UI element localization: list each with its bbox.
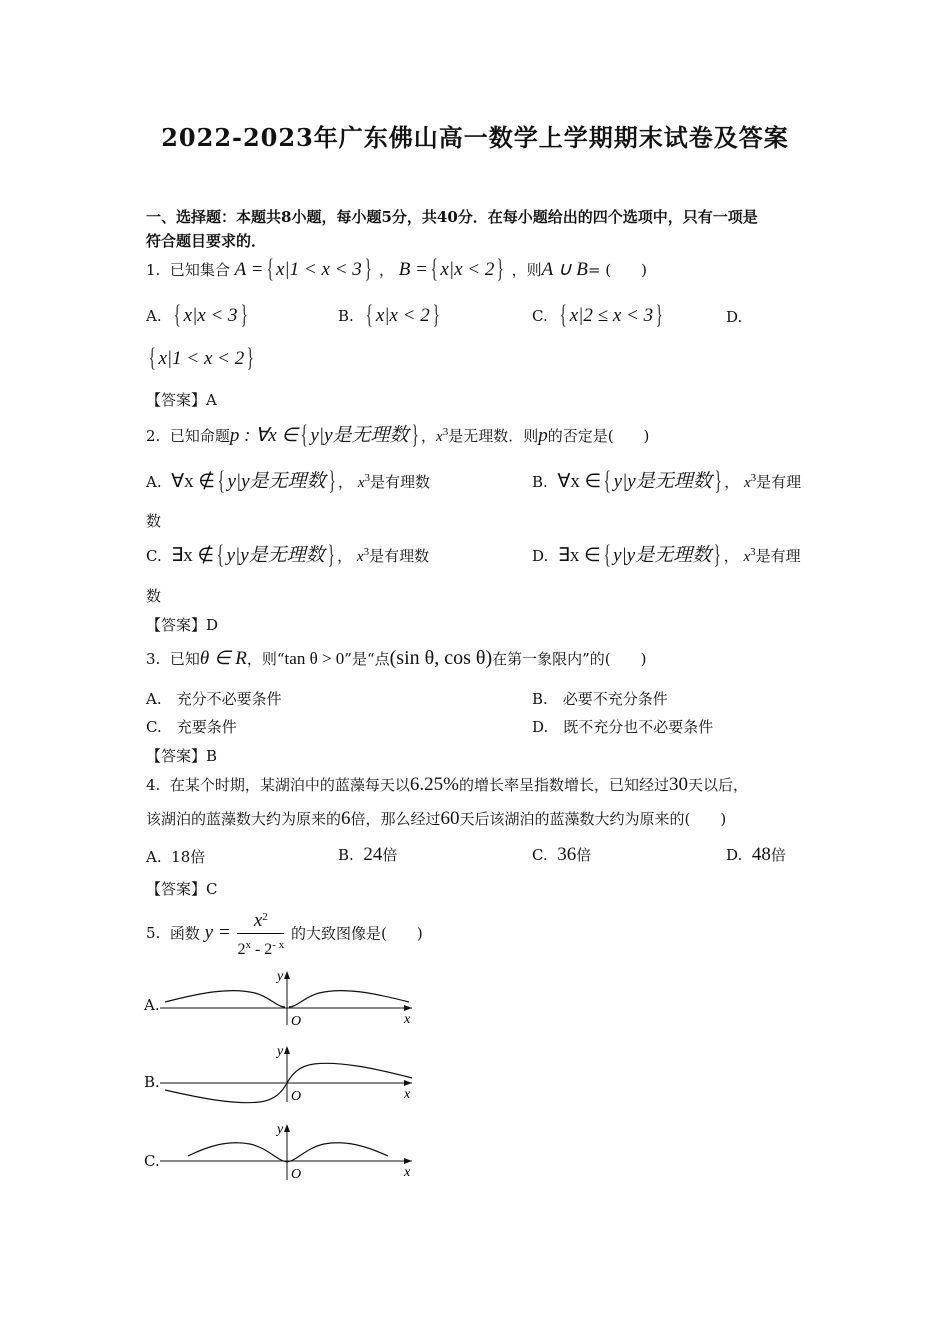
graph-b	[160, 1040, 420, 1110]
graph-c-label: C.	[144, 1152, 160, 1170]
y-axis-arrow	[284, 971, 290, 979]
question-4-cont: 该湖泊的蓝藻数大约为原来的6倍，那么经过60天后该湖泊的蓝藻数大约为原来的( )	[146, 808, 727, 829]
question-1: 1. 已知集合 A ={ x|1 < x < 3} ， B ={ x|x < 2} ，则A ∪ B= ( )	[146, 254, 647, 283]
q1-answer: 【答案】A	[146, 391, 217, 409]
origin-label: O	[291, 1089, 302, 1104]
q2-option-d: D. ∃x ∈{ y|y是无理数} ， $x^3$是有理	[532, 540, 801, 569]
y-axis-arrow	[284, 1124, 290, 1132]
q2-option-c: C. ∃x ∉{ y|y是无理数} ， $x^3$是有理数	[146, 540, 430, 569]
q2-option-a: A. ∀x ∉{ y|y是无理数} ， $x^3$是有理数	[146, 466, 430, 495]
q1-option-d-label: D.	[726, 308, 743, 326]
question-5: 5. 函数 y = $\frac{x^2}{2^x - 2^{- x}}$ 的大致图像是( )	[146, 905, 423, 961]
y-axis-arrow	[284, 1046, 290, 1054]
q4-option-d: D. 48倍	[726, 844, 786, 865]
q2-option-b-wrap: 数	[146, 512, 162, 530]
x-axis-arrow	[404, 1158, 412, 1164]
q2-option-d-wrap: 数	[146, 587, 162, 605]
graph-a	[160, 965, 420, 1030]
q3-answer: 【答案】B	[146, 747, 218, 765]
curve-right	[289, 991, 409, 1007]
q1-option-b: B. { x|x < 2}	[338, 300, 440, 329]
question-2: 2. 已知命题p : ∀x ∈{ y|y是无理数} ，$x^3$是无理数．则p的否定是( )	[146, 420, 650, 449]
graph-a-label: A.	[144, 996, 160, 1014]
x-label: x	[404, 1012, 411, 1027]
q4-answer: 【答案】C	[146, 880, 218, 898]
q2-option-b: B. ∀x ∈{ y|y是无理数} ， $x^3$是有理	[532, 466, 802, 495]
q4-option-b: B. 24倍	[338, 844, 398, 865]
origin-label: O	[291, 1167, 302, 1182]
question-4: 4. 在某个时期，某湖泊中的蓝藻每天以6.25%的增长率呈指数增长，已知经过30天以后，	[146, 774, 748, 795]
x-axis-arrow	[404, 1080, 412, 1086]
q4-option-a: A. 18倍	[146, 848, 206, 866]
y-label: y	[277, 1122, 284, 1137]
question-3: 3. 已知θ ∈ R，则“tan θ > 0”是“点(sin θ, cos θ)在第一象限内”的( )	[146, 647, 647, 669]
graph-b-label: B.	[144, 1073, 160, 1091]
q3-option-c: C. 充要条件	[146, 718, 237, 736]
q3-option-a: A. 充分不必要条件	[146, 690, 282, 708]
graph-c	[160, 1118, 420, 1188]
x-label: x	[404, 1165, 411, 1180]
page-title: 2022-2023年广东佛山高一数学上学期期末试卷及答案	[161, 123, 789, 152]
function-fraction: $\frac{x^2}{2^x - 2^{- x}}$	[237, 905, 284, 961]
q1-option-a: A. { x|x < 3}	[146, 300, 248, 329]
section-heading: 一、选择题：本题共8小题，每小题5分，共40分．在每小题给出的四个选项中，只有一项是	[146, 208, 758, 226]
q2-answer: 【答案】D	[146, 616, 219, 634]
curve-right	[287, 1143, 388, 1162]
curve-left	[165, 991, 285, 1007]
origin-label: O	[291, 1014, 302, 1029]
q4-option-c: C. 36倍	[532, 844, 592, 865]
curve-left	[188, 1143, 287, 1162]
y-label: y	[277, 1044, 284, 1059]
q1-option-c: C. { x|2 ≤ x < 3}	[532, 300, 664, 329]
q1-option-d: { x|1 < x < 2}	[148, 343, 255, 372]
y-label: y	[277, 969, 284, 984]
q3-option-b: B. 必要不充分条件	[532, 690, 668, 708]
x-label: x	[404, 1087, 411, 1102]
q3-option-d: D. 既不充分也不必要条件	[532, 718, 714, 736]
x-axis-arrow	[404, 1005, 412, 1011]
section-heading-cont: 符合题目要求的．	[146, 232, 267, 250]
